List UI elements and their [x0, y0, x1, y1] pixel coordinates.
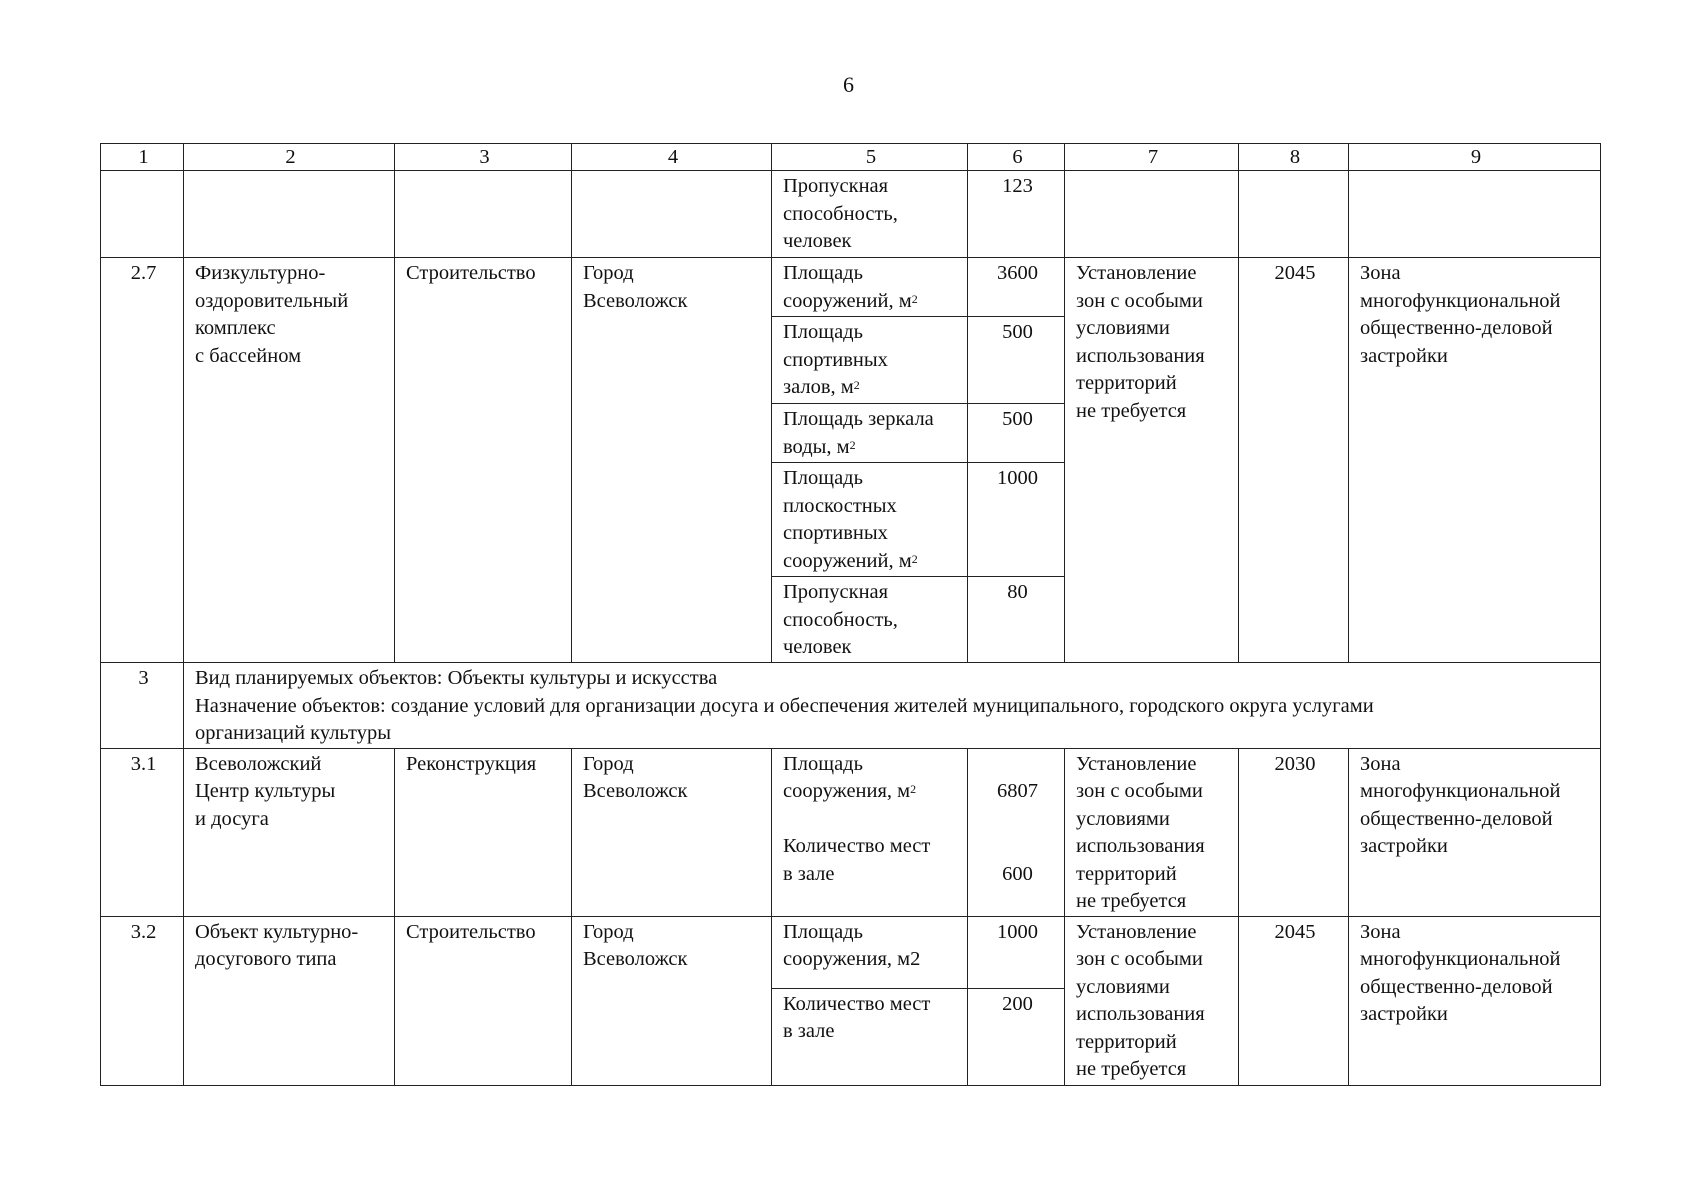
param-value: 123 [968, 171, 1065, 258]
param-value: 500 [968, 404, 1065, 463]
planned-objects-table [100, 143, 1601, 1086]
row-number: 3.2 [101, 916, 184, 1085]
section-description [184, 663, 1601, 749]
param-value: 80 [968, 577, 1065, 663]
param-value: 200 [968, 988, 1065, 1085]
object-location: Город Всеволожск [572, 916, 772, 1085]
zone-conditions: Установление зон с особыми условиями использования территорий не требуется [1065, 748, 1239, 916]
column-number: 5 [772, 144, 968, 171]
column-number: 8 [1239, 144, 1349, 171]
object-location: Город Всеволожск [572, 258, 772, 663]
functional-zone: Зона многофункциональной общественно-деловой застройки [1349, 258, 1601, 663]
object-name: Физкультурно- оздоровительный комплекс с бассейном [184, 258, 395, 663]
param-label: Площадь сооружения, м2 [772, 916, 968, 988]
empty-cell [101, 171, 184, 258]
object-name: Объект культурно- досугового типа [184, 916, 395, 1085]
param-label: Площадь спортивных залов, $м^2$ [772, 317, 968, 404]
section-kind: Вид планируемых объектов: Объекты культуры и искусства [195, 667, 718, 689]
column-number-row [101, 144, 1601, 171]
empty-cell [572, 171, 772, 258]
param-label: Площадь сооружения, $м^2$ Количество мест в зале [772, 748, 968, 916]
zone-conditions: Установление зон с особыми условиями использования территорий не требуется [1065, 258, 1239, 663]
section-row-3 [101, 663, 1601, 749]
functional-zone: Зона многофункциональной общественно-деловой застройки [1349, 916, 1601, 1085]
param-label: Площадь сооружений, $м^2$ [772, 258, 968, 317]
object-name: Всеволожский Центр культуры и досуга [184, 748, 395, 916]
param-value: 1000 [968, 463, 1065, 577]
page-number: 6 [843, 72, 854, 97]
param-label: Площадь зеркала воды, $м^2$ [772, 404, 968, 463]
functional-zone: Зона многофункциональной общественно-деловой застройки [1349, 748, 1601, 916]
param-label: Количество мест в зале [772, 988, 968, 1085]
completion-year: 2030 [1239, 748, 1349, 916]
row-number: 2.7 [101, 258, 184, 663]
param-value: 6807 600 [968, 748, 1065, 916]
empty-cell [395, 171, 572, 258]
section-number: 3 [101, 663, 184, 749]
section-purpose: Назначение объектов: создание условий для организации досуга и обеспечения жителей муниципального, городского округа услугами [195, 694, 1374, 717]
completion-year: 2045 [1239, 258, 1349, 663]
column-number: 1 [101, 144, 184, 171]
table-row-2-7 [101, 258, 1601, 317]
empty-cell [1065, 171, 1239, 258]
work-type: Реконструкция [395, 748, 572, 916]
empty-cell [184, 171, 395, 258]
column-number: 2 [184, 144, 395, 171]
empty-cell [1349, 171, 1601, 258]
param-label: Пропускная способность, человек [772, 577, 968, 663]
work-type: Строительство [395, 258, 572, 663]
column-number: 4 [572, 144, 772, 171]
empty-cell [1239, 171, 1349, 258]
work-type: Строительство [395, 916, 572, 1085]
section-purpose-cont: организаций культуры [195, 722, 391, 744]
row-number: 3.1 [101, 748, 184, 916]
param-value: 1000 [968, 916, 1065, 988]
param-label: Пропускная способность, человек [772, 171, 968, 258]
column-number: 6 [968, 144, 1065, 171]
table-row-3-1 [101, 748, 1601, 916]
column-number: 7 [1065, 144, 1239, 171]
object-location: Город Всеволожск [572, 748, 772, 916]
table-row-3-2 [101, 916, 1601, 988]
completion-year: 2045 [1239, 916, 1349, 1085]
param-value: 500 [968, 317, 1065, 404]
column-number: 3 [395, 144, 572, 171]
param-value: 3600 [968, 258, 1065, 317]
param-label: Площадь плоскостных спортивных сооружений, $м^2$ [772, 463, 968, 577]
table-row-continuation [101, 171, 1601, 258]
column-number: 9 [1349, 144, 1601, 171]
zone-conditions: Установление зон с особыми условиями использования территорий не требуется [1065, 916, 1239, 1085]
